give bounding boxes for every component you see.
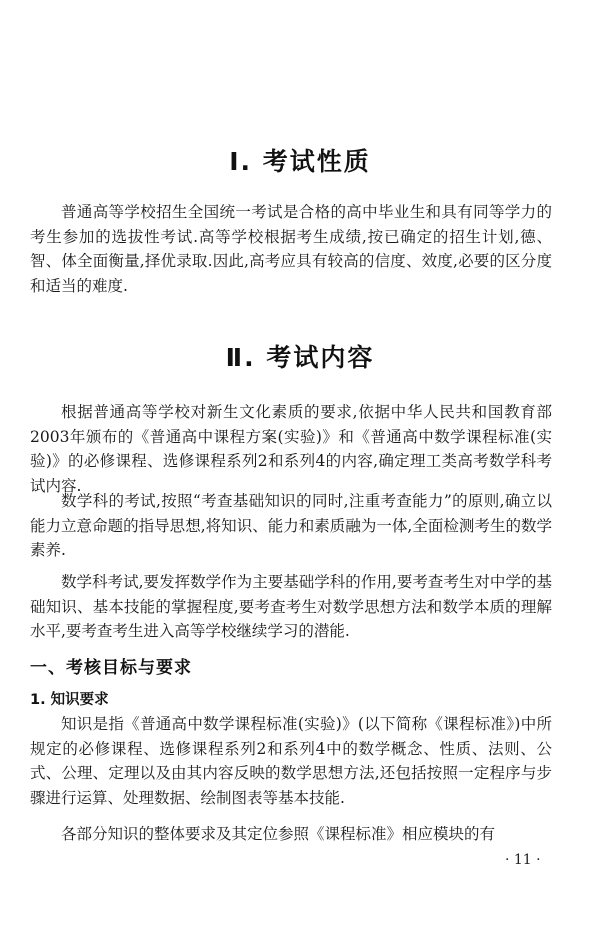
section-title-exam-nature: Ⅰ. 考试性质 — [229, 147, 371, 176]
paragraph-exam-role: 数学科考试,要发挥数学作为主要基础学科的作用,要考查考生对中学的基础知识、基本技能的掌握程度,要考查考生对数学思想方法和数学本质的理解水平,要考查考生进入高等学校继续学习的潜能. — [30, 573, 552, 640]
paragraph-exam-principle: 数学科的考试,按照“考查基础知识的同时,注重考查能力”的原则,确立以能力立意命题的指导思想,将知识、能力和素质融为一体,全面检测考生的数学素养. — [30, 492, 552, 559]
page-number: · 11 · — [505, 852, 541, 868]
paragraph-exam-nature: 普通高等学校招生全国统一考试是合格的高中毕业生和具有同等学力的考生参加的选拔性考试.高等学校根据考生成绩,按已确定的招生计划,德、智、体全面衡量,择优录取.因此,高考应具有较高的信度、效度,必要的区分度和适当的难度. — [30, 203, 552, 295]
section-title-exam-content: Ⅱ. 考试内容 — [225, 343, 375, 372]
paragraph-content-basis: 根据普通高等学校对新生文化素质的要求,依据中华人民共和国教育部2003年颁布的《普通高中课程方案(实验)》和《普通高中数学课程标准(实验)》的必修课程、选修课程系列2和系列4的内容,确定理工类高考数学科考试内容. — [30, 403, 552, 495]
subheading-assessment-goals: 一、考核目标与要求 — [30, 658, 192, 678]
paragraph-knowledge-definition: 知识是指《普通高中数学课程标准(实验)》(以下简称《课程标准》)中所规定的必修课程、选修课程系列2和系列4中的数学概念、性质、法则、公式、公理、定理以及由其内容反映的数学思想方法,还包括按照一定程序与步骤进行运算、处理数据、绘制图表等基本技能. — [30, 715, 552, 807]
subheading-knowledge-requirements: 1. 知识要求 — [30, 692, 109, 708]
paragraph-knowledge-positioning: 各部分知识的整体要求及其定位参照《课程标准》相应模块的有 — [61, 825, 496, 843]
